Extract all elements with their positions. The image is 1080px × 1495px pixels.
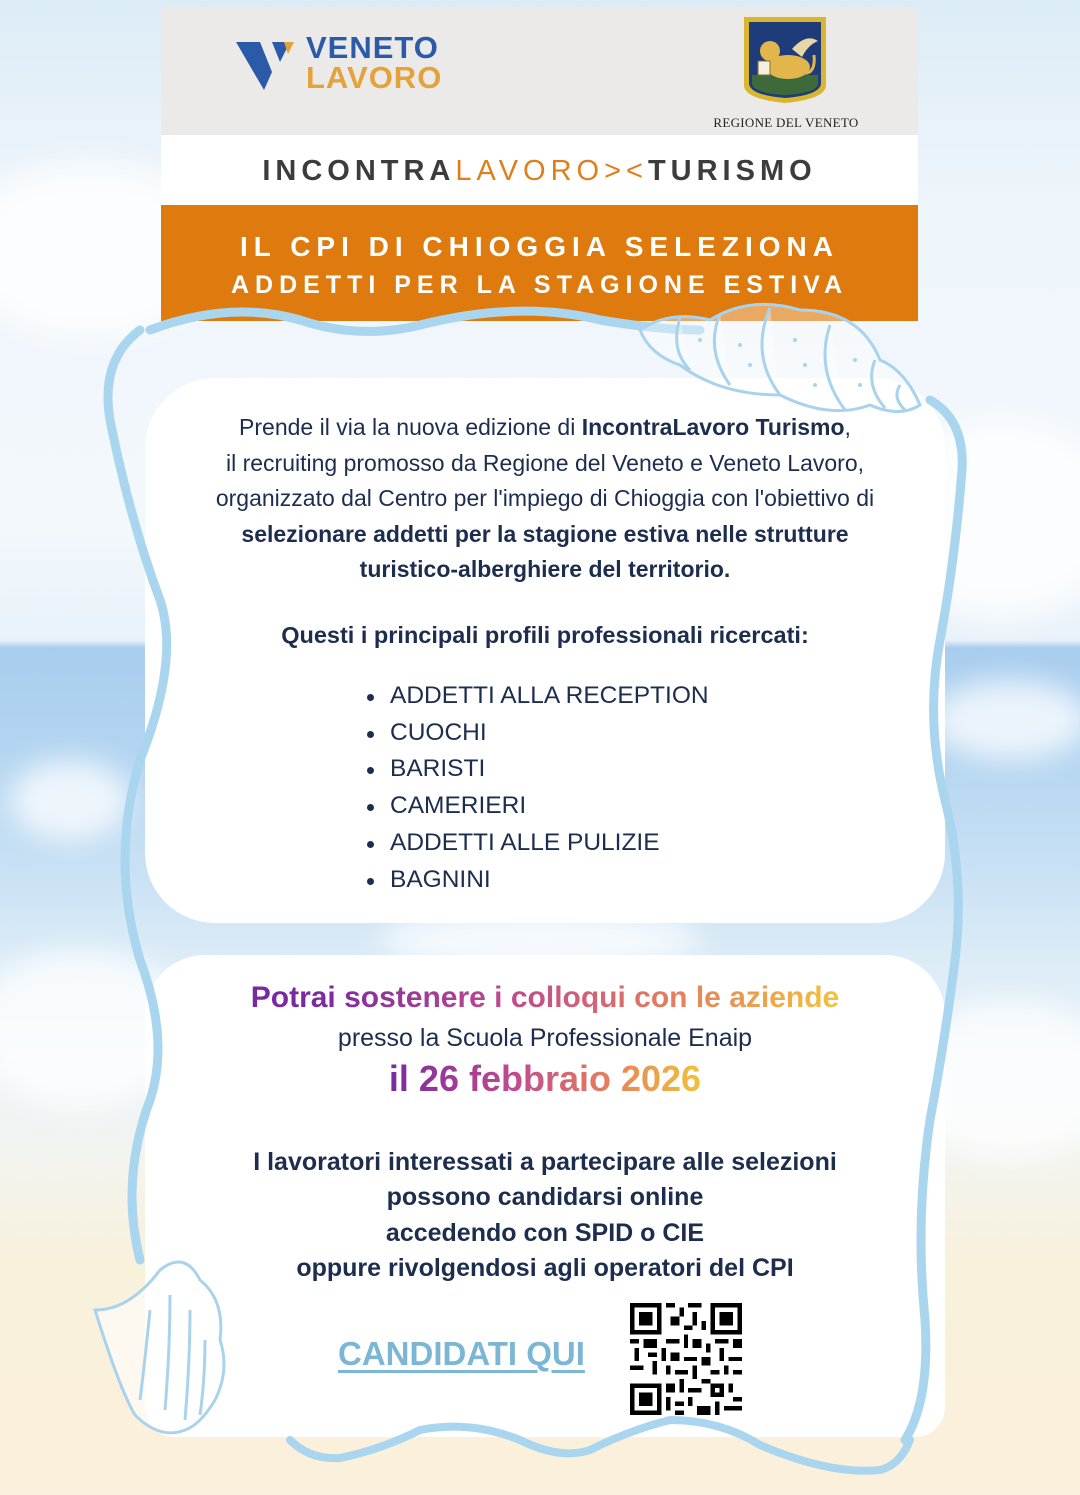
profile-item: CAMERIERI (367, 788, 709, 825)
apply-instructions (145, 1145, 945, 1286)
intro-text: Prende il via la nuova edizione di (239, 414, 582, 440)
headline-banner (161, 205, 918, 321)
interview-headline: Potrai sostenere i colloqui con le aziende (220, 981, 870, 1015)
profiles-list (367, 678, 709, 898)
title-symbol: >< (604, 155, 648, 187)
apply-line4: oppure rivolgendosi agli operatori del CPI (296, 1253, 794, 1282)
interview-date-text: il 26 febbraio 2026 (388, 1058, 702, 1099)
interview-date (145, 1058, 945, 1100)
regione-veneto-logo (706, 15, 866, 133)
profile-item: ADDETTI ALLA RECEPTION (367, 678, 709, 715)
intro-line2: il recruiting promosso da Regione del Veneto e Veneto Lavoro, (225, 449, 865, 476)
intro-line3: organizzato dal Centro per l'impiego di Chioggia con l'obiettivo di (215, 485, 875, 511)
logo-header (161, 7, 918, 135)
apply-line3: accedendo con SPID o CIE (385, 1218, 705, 1247)
veneto-lavoro-line1: VENETO (306, 30, 439, 65)
intro-paragraph (145, 410, 945, 588)
candidati-qui-link[interactable]: CANDIDATI QUI (338, 1335, 585, 1372)
event-title (161, 135, 918, 207)
veneto-lavoro-logo (236, 32, 456, 102)
regione-veneto-label: REGIONE DEL VENETO (713, 115, 859, 130)
profile-item: CUOCHI (367, 715, 709, 752)
interview-card (145, 955, 945, 1437)
intro-line5: turistico-alberghiere del territorio. (359, 556, 731, 582)
background-cloud (10, 760, 130, 840)
intro-comma: , (844, 414, 851, 440)
interview-venue: presso la Scuola Professionale Enaip (337, 1024, 753, 1052)
banner-line2: ADDETTI PER LA STAGIONE ESTIVA (230, 271, 849, 299)
background-cloud (930, 680, 1080, 760)
lion-of-saint-mark-icon (742, 15, 828, 105)
profile-item: BAGNINI (367, 862, 709, 899)
info-card (145, 378, 945, 923)
veneto-lavoro-line2: LAVORO (306, 60, 443, 95)
profile-item: BARISTI (367, 751, 709, 788)
apply-line1: I lavoratori interessati a partecipare alle selezioni (253, 1148, 837, 1176)
profiles-title: Questi i principali profili professionali ricercati: (281, 622, 809, 648)
intro-line4: selezionare addetti per la stagione estiva nelle strutture (241, 520, 849, 547)
veneto-lavoro-v-icon (236, 38, 294, 90)
qr-code-icon[interactable] (630, 1303, 742, 1415)
banner-line1: IL CPI DI CHIOGGIA SELEZIONA (240, 231, 839, 262)
title-lavoro: LAVORO (455, 155, 605, 187)
event-title-bar (161, 135, 918, 205)
title-turismo: TURISMO (647, 155, 817, 187)
title-incontra: INCONTRA (262, 155, 456, 187)
profile-item: ADDETTI ALLE PULIZIE (367, 825, 709, 862)
event-name: IncontraLavoro Turismo (581, 414, 845, 440)
apply-line2: possono candidarsi online (386, 1183, 704, 1212)
